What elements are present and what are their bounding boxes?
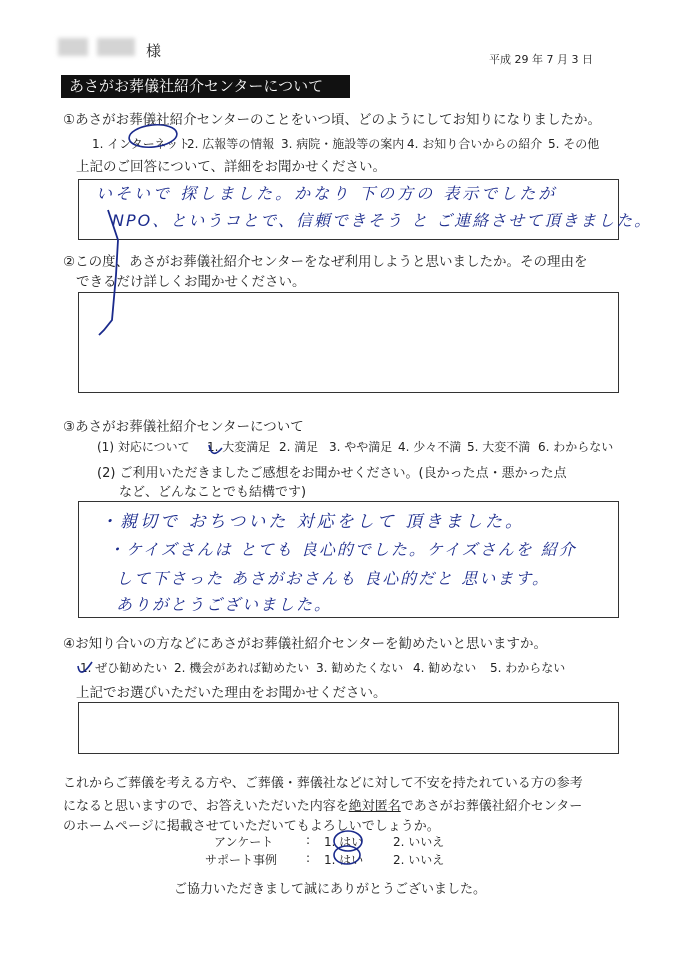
q1-answer-line2: NPO、というコとで、信頼できそう と ご連絡させて頂きました。 — [112, 211, 653, 230]
page-title: あさがお葬儀社紹介センターについて — [61, 75, 350, 98]
q4-option-4[interactable]: 4. 勧めない — [413, 661, 477, 675]
q1-answer-line1: いそいで 探しました。かなり 下の方の 表示でしたが — [96, 184, 558, 203]
q1-pen-stroke — [99, 210, 118, 335]
q3-sub1-label: (1) 対応について — [97, 440, 190, 454]
consent-row1-colon: : — [306, 833, 311, 847]
consent-row2-no[interactable]: 2. いいえ — [393, 853, 445, 867]
q1-option-2[interactable]: 2. 広報等の情報 — [187, 137, 275, 151]
q4-option-5[interactable]: 5. わからない — [490, 661, 566, 675]
consent-anonymous: 絶対匿名 — [348, 799, 401, 814]
q3-sub1-option-4[interactable]: 4. 少々不満 — [398, 440, 462, 454]
consent-line1: これからご葬儀を考える方や、ご葬儀・葬儀社などに対して不安を持たれている方の参考 — [63, 776, 583, 791]
consent-row1-no[interactable]: 2. いいえ — [393, 835, 445, 849]
q3-answer-line3: して下さった あさがおさんも 良心的だと 思います。 — [116, 569, 550, 588]
q3-sub2-line2: など、どんなことでも結構です) — [119, 485, 307, 500]
q4-check-mark — [78, 662, 92, 672]
q4-option-2[interactable]: 2. 機会があれば勧めたい — [174, 661, 310, 675]
q4-question: ④お知り合いの方などにあさがお葬儀社紹介センターを勧めたいと思いますか。 — [63, 636, 548, 652]
q3-answer-line2: ・ケイズさんは とても 良心的でした。ケイズさんを 紹介 — [108, 540, 577, 559]
q3-answer-line4: ありがとうございました。 — [116, 595, 333, 614]
q3-sub1-option-5[interactable]: 5. 大変不満 — [467, 440, 531, 454]
survey-date: 平成 29 年 7 月 3 日 — [489, 53, 593, 66]
q3-answer-line1: ・親切で おちついた 対応をして 頂きました。 — [100, 512, 526, 532]
consent-row1-label: アンケート — [214, 835, 274, 849]
q3-sub1-option-2[interactable]: 2. 満足 — [279, 440, 319, 454]
q1-detail-prompt: 上記のご回答について、詳細をお聞かせください。 — [76, 159, 386, 175]
q4-option-1[interactable]: 1. ぜひ勧めたい — [80, 661, 168, 675]
q1-circle-mark — [128, 123, 178, 150]
consent-row2-colon: : — [306, 851, 311, 865]
consent-row1-yes[interactable]: 1. はい — [324, 835, 364, 849]
q3-sub1-option-6[interactable]: 6. わからない — [538, 440, 614, 454]
consent-line2-a: になると思いますので、お答えいただいた内容を — [63, 799, 349, 814]
q1-option-1[interactable]: 1. インターネット — [92, 137, 191, 151]
consent-row2-yes[interactable]: 1. はい — [324, 853, 364, 867]
q2-question-line1: ②この度、あさがお葬儀社紹介センターをなぜ利用しようと思いましたか。その理由を — [63, 254, 588, 270]
q4-detail-prompt: 上記でお選びいただいた理由をお聞かせください。 — [76, 685, 387, 701]
q3-sub1-option-1[interactable]: 1. 大変満足 — [207, 440, 271, 454]
consent-row2-circle — [334, 846, 360, 864]
q1-question: ①あさがお葬儀社紹介センターのことをいつ頃、どのようにしてお知りになりましたか。 — [63, 112, 602, 128]
q3-check-mark — [209, 445, 222, 453]
q1-option-5[interactable]: 5. その他 — [548, 137, 600, 151]
q4-option-3[interactable]: 3. 勧めたくない — [316, 661, 404, 675]
consent-line3: のホームページに掲載させていただいてもよろしいでしょうか。 — [63, 819, 440, 834]
consent-row2-label: サポート事例 — [205, 853, 278, 867]
consent-line2-c: であさがお葬儀社紹介センター — [400, 799, 583, 814]
q3-sub2-line1: (2) ご利用いただきましたご感想をお聞かせください。(良かった点・悪かった点 — [97, 466, 567, 481]
q3-question: ③あさがお葬儀社紹介センターについて — [63, 419, 304, 435]
honorific-sama: 様 — [146, 42, 162, 60]
q2-question-line2: できるだけ詳しくお聞かせください。 — [76, 274, 306, 290]
q1-option-3[interactable]: 3. 病院・施設等の案内 — [281, 137, 405, 151]
closing-message: ご協力いただきまして誠にありがとうございました。 — [174, 882, 487, 897]
q1-option-4[interactable]: 4. お知り合いからの紹介 — [407, 137, 543, 151]
q3-sub1-option-3[interactable]: 3. やや満足 — [329, 440, 393, 454]
